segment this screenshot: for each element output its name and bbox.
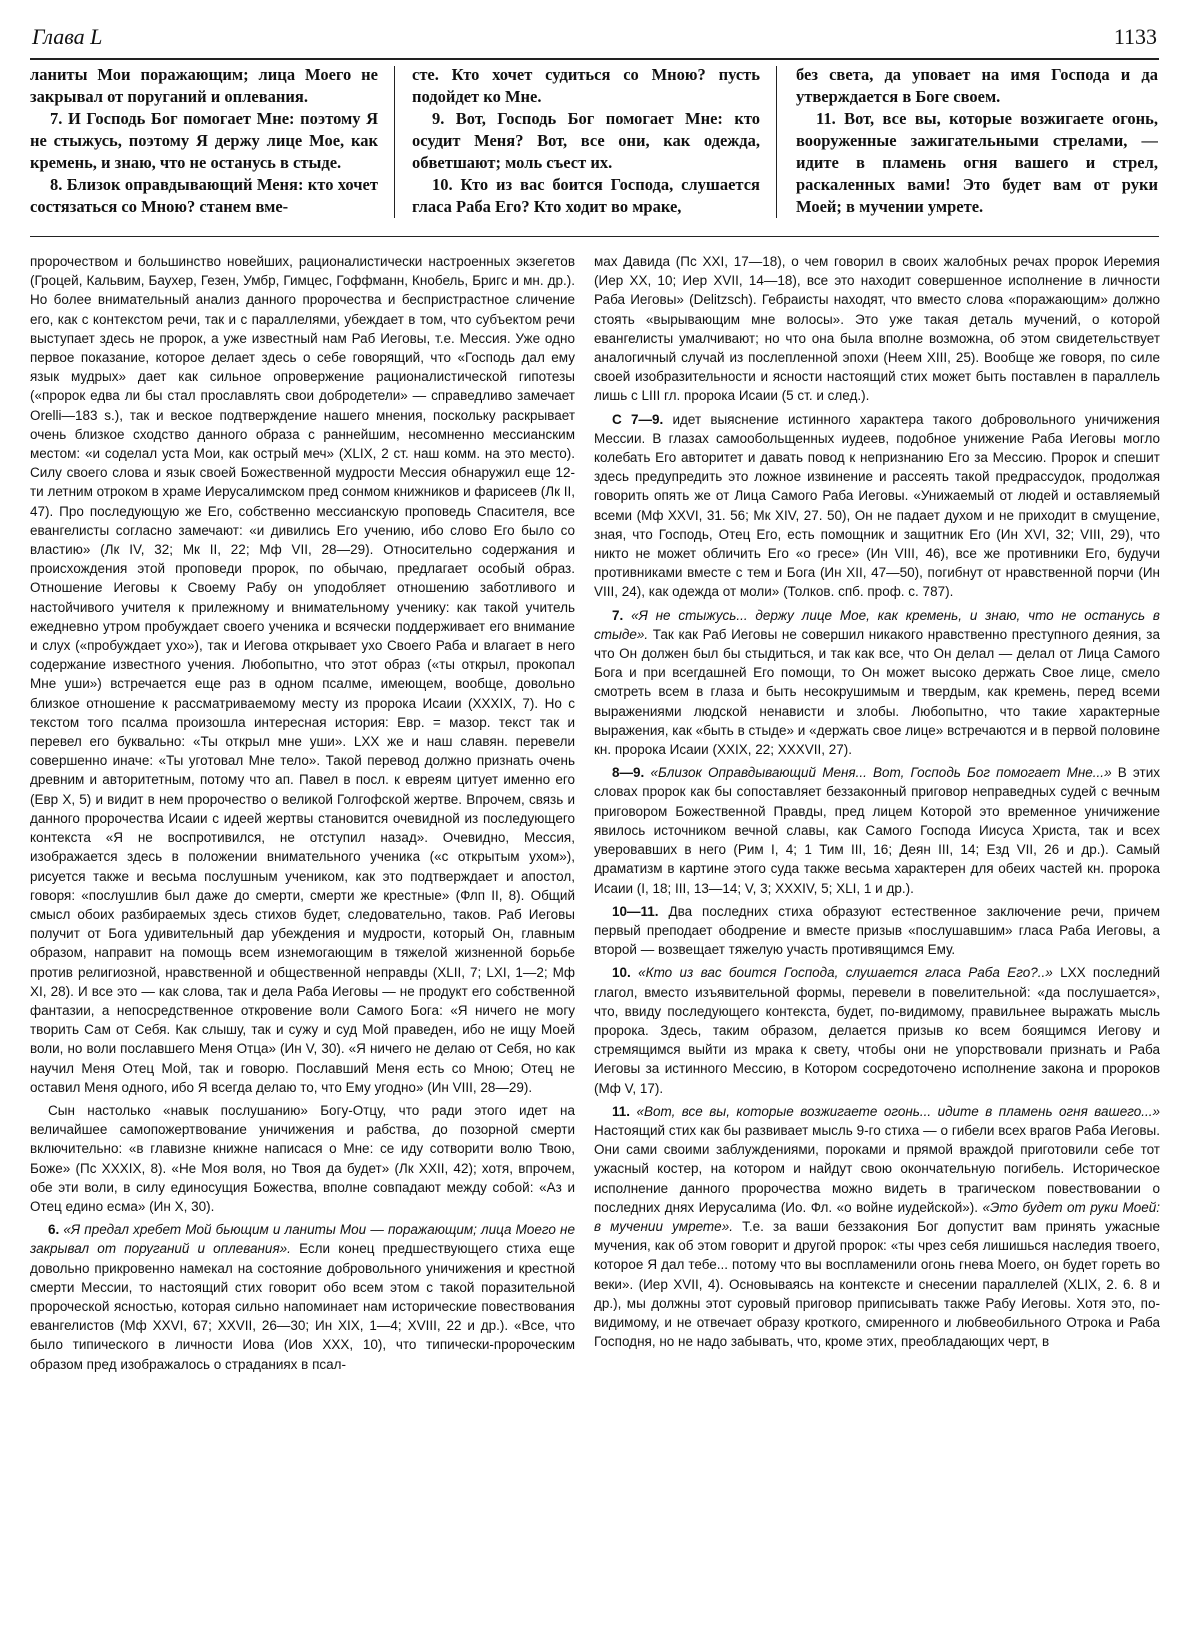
commentary-right-column bbox=[594, 252, 1160, 1622]
verse-number: 8—9. bbox=[612, 765, 645, 781]
commentary-paragraph: Сын настолько «навык послушанию» Богу-Отцу, что ради этого идет на величайшее самопожертвование уничижения и рабства, до позорной смерти включительно: «в главизне книжне написася о Мне: се иду сотворити волю Твою, Боже» (Пс XXXIX, 8). «Не Моя воля, но Твоя да будет» (Лк XXII, 42); хотя, впрочем, обе эти воли, в силу единосущия Божества, вполне совпадают между собой: «Аз и Отец едино есма» (Ин X, 30). bbox=[30, 1102, 575, 1214]
verse-quote: «Близок Оправдывающий Меня... Вот, Господь Бог помогает Мне...» bbox=[650, 765, 1112, 781]
commentary-paragraph bbox=[594, 963, 1160, 1097]
verse-number: 10—11. bbox=[612, 903, 659, 919]
column-divider bbox=[394, 66, 395, 218]
commentary-text: Т.е. за ваши беззакония Бог допустит вам принять ужасные мучения, как об этом говорит и другой пророк: «ты чрез себя лишишься наследия твоего, которое Я дал тебе... потому что вы воспламенили огонь гнева Моего, он будет гореть во веки». (Иер XVII, 4). Основываясь на контексте и снесении параллелей (XLIX, 2. 6. 8 и др.), мы должны этот суровый приговор приписывать также Рабу Иеговы. Хотя это, по-видимому, и не отвечает образу кроткого, смиренного и любвеобильного Отрока и Раба Господня, но не надо забывать, что, кроме этих, преобладающих черт, в bbox=[594, 1218, 1160, 1350]
commentary-paragraph bbox=[594, 606, 1160, 760]
verse-number: 6. bbox=[48, 1222, 60, 1238]
verse-paragraph: без света, да уповает на имя Господа и да утверждается в Боге своем. bbox=[796, 65, 1158, 106]
verse-quote: «Я не стыжусь... держу лице Мое, как кремень, и знаю, что не останусь в стыде». bbox=[594, 607, 1160, 642]
verse-paragraph: 10. Кто из вас боится Господа, слушается гласа Раба Его? Кто ходит во мраке, bbox=[412, 175, 760, 216]
verse-quote: «Это будет от руки Моей: в мучении умрете». bbox=[594, 1199, 1160, 1234]
commentary-text: идет выяснение истинного характера такого добровольного уничижения Мессии. В глазах самообольщенных иудеев, подобное унижение Раба Иеговы могло колебать Его авторитет и давать повод к непризнанию Его за Мессию. Пророк и спешит здесь предупредить это ложное извинение и рассеять такой предрассудок, продолжая говорить опять же от Лица Самого Раба Иеговы. «Унижаемый от людей и оставляемый всеми (Мф XXVI, 31. 56; Мк XIV, 27. 50), Он не падает духом и не приходит в смущение, зная, что Господь, Отец Его, есть помощник и защитник Его (Ин XVI, 32; VIII, 29), что никто не может обличить Его «о гресе» (Ин VIII, 46), все же противники Его, будучи противниками вместе с тем и Бога (Ин XII, 47—50), погибнут от нравственной порчи (Ин VIII, 24), как одежда от моли» (Толков. спб. проф. с. 787). bbox=[594, 411, 1160, 600]
running-header bbox=[30, 18, 1159, 60]
verse-quote: «Вот, все вы, которые возжигаете огонь... идите в пламень огня вашего...» bbox=[636, 1103, 1160, 1119]
verse-number: С 7—9. bbox=[612, 411, 664, 427]
verse-paragraph: 9. Вот, Господь Бог помогает Мне: кто осудит Меня? Вот, все они, как одежда, обветшают; моль съест их. bbox=[412, 109, 760, 172]
verse-column-2 bbox=[412, 64, 760, 222]
commentary-text: Два последних стиха образуют естественное заключение речи, причем первый преподает ободрение и вместе призыв «послушавшим» гласа Раба Иеговы, а второй — возвещает тяжелую участь противящимся Ему. bbox=[594, 903, 1160, 958]
verse-paragraph: 8. Близок оправдывающий Меня: кто хочет состязаться со Мною? станем вме- bbox=[30, 175, 378, 216]
column-divider bbox=[776, 66, 777, 218]
chapter-title: Глава L bbox=[32, 24, 103, 49]
commentary-paragraph bbox=[594, 763, 1160, 897]
verse-paragraph: 7. И Господь Бог помогает Мне: поэтому Я не стыжусь, поэтому Я держу лице Мое, как кремень, и знаю, что не останусь в стыде. bbox=[30, 109, 378, 172]
commentary-paragraph bbox=[594, 902, 1160, 960]
section-divider bbox=[30, 236, 1159, 237]
commentary-paragraph bbox=[594, 1102, 1160, 1352]
commentary-left-column bbox=[30, 252, 575, 1622]
verse-column-1 bbox=[30, 64, 378, 222]
verse-paragraph: ланиты Мои поражающим; лица Моего не закрывал от поруганий и оплевания. bbox=[30, 65, 378, 106]
verse-quote: «Кто из вас боится Господа, слушается гласа Раба Его?..» bbox=[638, 965, 1053, 981]
verse-paragraph: сте. Кто хочет судиться со Мною? пусть подойдет ко Мне. bbox=[412, 65, 760, 106]
verse-number: 7. bbox=[612, 607, 624, 623]
verse-quote: «Я предал хребет Мой бьющим и ланиты Мои — поражающим; лица Моего не закрывал от поруганий и оплевания». bbox=[30, 1222, 575, 1257]
page-number: 1133 bbox=[1113, 24, 1157, 49]
verse-paragraph: 11. Вот, все вы, которые возжигаете огонь, вооруженные зажигательными стрелами, — идите в пламень огня вашего и стрел, раскаленных вами! Это будет вам от руки Моей; в мучении умрете. bbox=[796, 109, 1158, 216]
commentary-paragraph: мах Давида (Пс XXI, 17—18), о чем говорил в своих жалобных речах пророк Иеремия (Иер XX, 10; Иер XVII, 14—18), все это находит совершенное исполнение в личности Раба Иеговы» (Delitzsch). Гебраисты находят, что вместо слова «поражающим» должно стоять «вырывающим мне волосы». Это уже такая деталь мучений, о которой евангелисты умалчивают; но что она была вполне возможна, об этом свидетельствует аналогичный случай из послепленной эпохи (Неем XIII, 25). Вообще же говоря, по силе своей изобразительности и ясности настоящий стих может быть поставлен в параллель лишь с LIII гл. пророка Исаии (5 ст. и след.). bbox=[594, 254, 1160, 404]
commentary-text: Если конец предшествующего стиха еще довольно прикровенно намекал на состояние добровольного уничижения и крестной смерти Мессии, то настоящий стих говорит обо всем этом с такой поразительной пророческой ясностью, которая сильно напоминает нам исторические повествования евангелистов (Мф XXVI, 67; XXVII, 26—30; Ин XIX, 1—4; XVIII, 22 и др.). «Все, что было типического в личности Иова (Иов XXX, 10), что типически-пророческим образом пред изображалось о страданиях в псал- bbox=[30, 1241, 575, 1372]
verse-number: 11. bbox=[612, 1103, 631, 1119]
commentary-text: Так как Раб Иеговы не совершил никакого нравственно преступного деяния, за что Он должен был бы стыдиться, и так как все, что Он делал — делал от Лица Самого Бога и при всегдашней Его помощи, то Он может высоко держать Свое лице, смело смотреть всем в глаза и быть несокрушимым и твердым, как кремень, перед всеми выражениями людской ненависти и злобы. Любопытно, что такие характерные выражения, как «быть в стыде» и «держать свое лице» встречаются и в первой половине кн. пророка Исаии (XXIX, 22; XXXVII, 27). bbox=[594, 626, 1160, 758]
commentary-paragraph bbox=[30, 1220, 575, 1374]
commentary-text: В этих словах пророк как бы сопоставляет беззаконный приговор неправедных судей с вечным приговором Божественной Правды, пред лицем Которой это временное уничижение явилось источником вечной славы, как Самого Господа Иисуса Христа, так и всех уверовавших в него (Рим I, 4; 1 Тим III, 16; Деян III, 14; Езд VII, 26 и др.). Самый драматизм в картине этого суда также весьма характерен для обеих частей кн. пророка Исаии (I, 18; III, 13—14; V, 3; XXXIV, 5; XLI, 1 и др.). bbox=[594, 765, 1160, 896]
commentary-paragraph: пророчеством и большинство новейших, рационалистически настроенных экзегетов (Гроцей, Кальвим, Баухер, Гезен, Умбр, Гимцес, Гоффманн, Кнобель, Бригс и мн. др.). Но более внимательный анализ данного пророчества и беспристрастное сличение его, как с контекстом речи, так и с параллелями, убеждает в том, что субъектом речи выступает здесь не пророк, а уже известный нам Раб Иеговы, т.е. Мессия. Уже одно первое показание, которое делает здесь о себе говорящий, что «Господь дал ему язык мудрых» дает как сильное опровержение рационалистической гипотезы («пророк едва ли бы стал прославлять свои добродетели» — справедливо замечает Orelli—183 s.), так и веское подтверждение нашего мнения, поскольку раскрывает очень близкое сходство данного образа с раннейшим, несомненно мессианским местом: «и соделал уста Мои, как острый меч» (XLIX, 2 ст. наш комм. на это место). Силу своего слова и язык своей Божественной мудрости Мессия обнаружил еще 12-ти летним отроком в храме Иерусалимском пред сонмом книжников и фарисеев (Лк II, 47). Про последующую же Его, собственно мессианскую проповедь Спасителя, все евангелисты согласно замечают: «и дивились Его учению, ибо слово Его было со властию» (Лк IV, 32; Мк II, 22; Мф VII, 28—29). Относительно содержания и происхождения этой проповеди пророк, по обычаю, предлагает особый образ. Отношение Иеговы к Своему Рабу он уподобляет отношению заботливого и настойчивого учителя к прилежному и внимательному ученику: как такой учитель ежедневно утром пробуждает своего ученика и всячески поддерживает его внимание и слух («пробуждает ухо»), так и Иегова открывает ухо Своего Раба и влагает в него содержание известного учения. Любопытно, что этот образ («ты открыл, прокопал Мне уши») встречается еще раз в одном псалме, имеющем, вообще, довольно близкое отношение к рассматриваемому месту из пророка Исаии (XXXIX, 7). Но с текстом того псалма произошла интересная история: Евр. = мазор. текст так и перевел его буквально: «Ты открыл мне уши». LXX же и наш славян. перевели совершенно иначе: «Ты уготовал Мне тело». Такой перевод должно признать очень древним и авторитетным, потому что ап. Павел в посл. к евреям цитует именно его (Евр X, 5) и видит в нем пророчество о великой Голгофской жертве. Впрочем, связь и данного пророчества Исаии с идеей жертвы становится очевидной из последующего контекста «Я не воспротивился, не отступил назад». Очевидно, Мессия, изображается здесь в положении внимательного ученика («с открытым ухом»), рисуется также и весьма послушным учеником, как это подтверждает и апостол, говоря: «послушлив был даже до смерти, смерти же крестные» (Флп II, 8). Общий смысл обоих разбираемых здесь стихов будет, следовательно, таков. Раб Иеговы получит от Бога удивительный дар убеждения и мудрости, который Он, главным образом, направит на помощь всем изнемогающим в тяжелой жизненной борьбе против религиозной, нравственной и общественной неправды (XLII, 7; LXI, 1—2; Мф XI, 28). И все это — как слова, так и дела Раба Иеговы — не продукт его собственной фантазии, а непосредственное откровение воли Самого Бога: «Я ничего не могу творить Сам от Себя. Как слышу, так и сужу и суд Мой праведен, ибо не ищу Моей воли, но воли пославшего Меня Отца» (Ин V, 30). «Я ничего не делаю от Себя, но как научил Меня Отец Мой, так и говорю. Пославший Меня есть со Мною; Отец не оставил Меня одного, ибо Я всегда делаю то, что Ему угодно» (Ин VIII, 28—29). bbox=[30, 254, 575, 1095]
commentary-text: LXX последний глагол, вместо изъявительной формы, перевели в повелительной: «да послушается», что, ввиду последующего контекста, будет, по-видимому, правильнее выражать мысль пророка. Здесь, таким образом, делается призыв ко всем боящимся Иегову и стремящимся выйти из мрака к свету, чтобы они не упорствовали признать и Раба Иеговы за истинного Мессию, в Котором сосредоточено исполнение закона и пророков (Мф V, 17). bbox=[594, 965, 1160, 1096]
verse-column-3 bbox=[796, 64, 1158, 222]
verse-number: 10. bbox=[612, 965, 631, 981]
scripture-text bbox=[30, 64, 1160, 222]
commentary-paragraph bbox=[594, 410, 1160, 602]
commentary-text: Настоящий стих как бы развивает мысль 9-го стиха — о гибели всех врагов Раба Иеговы. Они сами своими заблуждениями, пороками и прямой враждой приготовили себе тот ужасный костер, на котором и найдут свою окончательную погибель. Историческое исполнение данного пророчества можно видеть в трагическом повествовании о последних днях Иерусалима (Ио. Фл. «о войне иудейской»). bbox=[594, 1122, 1160, 1215]
